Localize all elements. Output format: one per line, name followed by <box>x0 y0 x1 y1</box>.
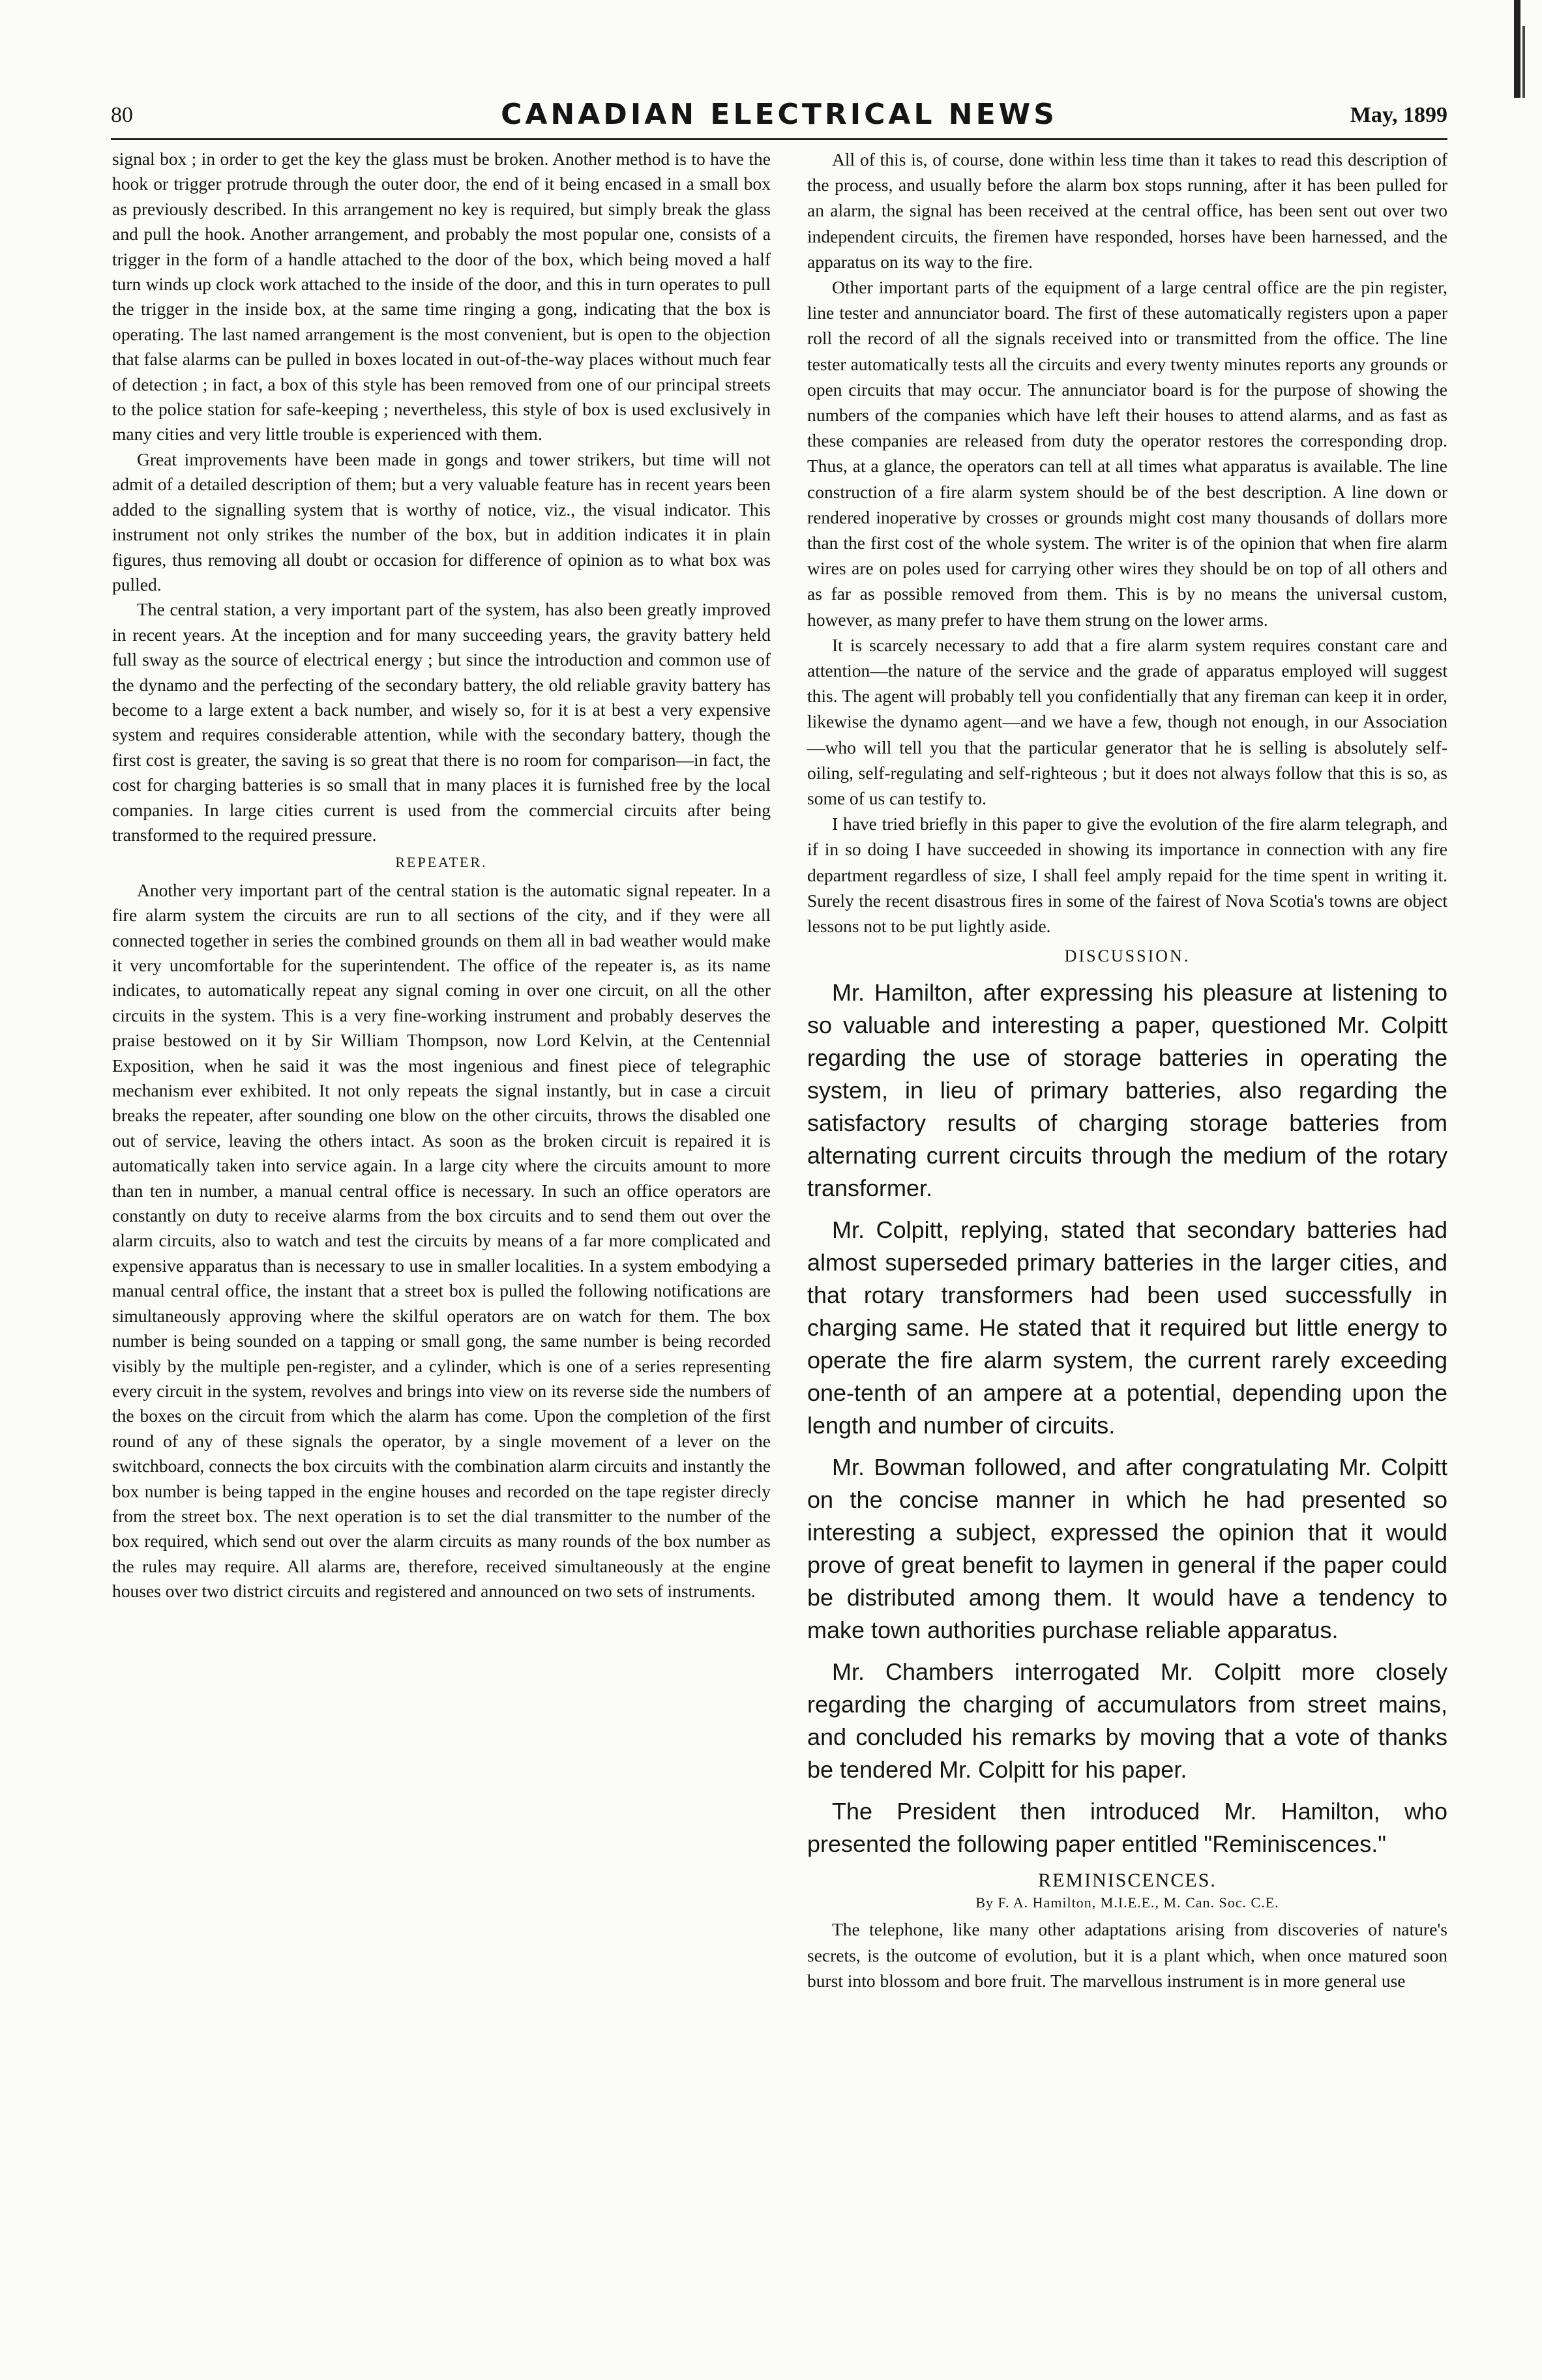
paragraph: I have tried briefly in this paper to give the evolution of the fire alarm telegraph, and if in so doing I have succeeded in showing its importance in connection with any fire department regardless of size, I shall feel amply repaid for the time spent in writing it. Surely the recent disastrous fires in some of the fairest of Nova Scotia's towns are object lessons not to be put lightly aside. <box>807 814 1447 937</box>
issue-date: May, 1899 <box>1350 103 1447 127</box>
journal-title: CANADIAN ELECTRICAL NEWS <box>501 98 1058 131</box>
paragraph: The President then introduced Mr. Hamilton, who presented the following paper entitled "Reminiscences." <box>807 1798 1447 1858</box>
paragraph: Mr. Hamilton, after expressing his pleasure at listening to so valuable and interesting a paper, questioned Mr. Colpitt regarding the use of storage batteries in operating the system, in lieu of primary batteries, also regarding the satisfactory results of charging storage batteries from alternating current circuits through the medium of the rotary transformer. <box>807 979 1447 1202</box>
page-edge-mark-secondary <box>1522 26 1525 98</box>
paragraph: Mr. Colpitt, replying, stated that secondary batteries had almost superseded primary batteries in the larger cities, and that rotary transformers had been used successfully in charging same. He stated that it required but little energy to operate the fire alarm system, the current rarely exceeding one-tenth of an ampere at a potential, depending upon the length and number of circuits. <box>807 1216 1447 1439</box>
page-header <box>111 98 1447 137</box>
paragraph: The central station, a very important part of the system, has also been greatly improved in recent years. At the inception and for many succeeding years, the gravity battery held full sway as the source of electrical energy ; but since the introduction and common use of the dynamo and the perfecting of the secondary battery, the old reliable gravity battery has become to a large extent a back number, and wisely so, for it is at best a very expensive system and requires considerable attention, while with the secondary battery, though the first cost is greater, the saving is so great that there is no room for comparison—in fact, the cost for charging batteries is so small that in many places it is furnished free by the local companies. In large cities current is used from the commercial circuits after being transformed to the required pressure. <box>112 599 771 845</box>
paragraph: Mr. Chambers interrogated Mr. Colpitt more closely regarding the charging of accumulators from street mains, and concluded his remarks by moving that a vote of thanks be tendered Mr. Colpitt for his paper. <box>807 1658 1447 1784</box>
paragraph: Another very important part of the central station is the automatic signal repeater. In a fire alarm system the circuits are run to all sections of the city, and if they were all connected together in series the combined grounds on them all in bad weather would make it very uncomfortable for the superintendent. The office of the repeater is, as its name indicates, to automatically repeat any signal coming in over one circuit, on all the other circuits in the system. This is a very fine-working instrument and probably deserves the praise bestowed on it by Sir William Thompson, now Lord Kelvin, at the Centennial Exposition, when he said it was the most ingenious and finest piece of telegraphic mechanism ever exhibited. It not only repeats the signal instantly, but in case a circuit breaks the repeater, after sounding one blow on the other circuits, throws the disabled one out of service, leaving the others intact. As soon as the broken circuit is repaired it is automatically taken into service again. In a large city where the circuits amount to more than ten in number, a manual central office is necessary. In such an office operators are constantly on duty to receive alarms from the box circuits and to send them out over the alarm circuits, also to watch and test the circuits by means of a far more complicated and expensive apparatus than is necessary to use in smaller localities. In a system embodying a manual central office, the instant that a street box is pulled the following notifications are simultaneously approving where the skilful operators are on watch for them. The box number is being sounded on a tapping or small gong, the same number is being recorded visibly by the multiple pen-register, and a cylinder, which is one of a series representing every circuit in the system, revolves and brings into view on its reverse side the numbers of the boxes on the circuit from which the alarm has come. Upon the completion of the first round of any of these signals the operator, by a single movement of a lever on the switchboard, connects the box circuits with the combination alarm circuits and instantly the box number is being tapped in the engine houses and recorded on the tape register direcly from the street box. The next operation is to set the dial transmitter to the number of the box required, which send out over the alarm circuits as many rounds of the box number as the rules may require. All alarms are, therefore, received simultaneously at the engine houses over two district circuits and registered and announced on two sets of instruments. <box>112 879 771 1602</box>
section-heading-reminiscences: REMINISCENCES. <box>1038 1870 1217 1892</box>
byline: By F. A. Hamilton, M.I.E.E., M. Can. Soc. C.E. <box>975 1894 1279 1911</box>
section-heading-discussion: DISCUSSION. <box>1064 947 1191 966</box>
page-edge-mark <box>1514 0 1520 98</box>
reminiscences-body <box>807 1917 1447 1993</box>
header-rule <box>111 138 1447 140</box>
paragraph: The telephone, like many other adaptations arising from discoveries of nature's secrets, is the outcome of evolution, but it is a plant which, when once matured soon burst into blossom and bore fruit. The marvellous instrument is in more general use <box>807 1919 1447 1991</box>
right-column <box>807 147 1447 2357</box>
discussion-block <box>807 977 1447 1860</box>
paragraph: It is scarcely necessary to add that a fire alarm system requires constant care and attention—the nature of the service and the grade of apparatus employed will suggest this. The agent will probably tell you confidentially that any fireman can keep it in order, likewise the dynamo agent—and we have a few, though not enough, in our Association—who will tell you that the particular generator that he is selling is absolutely self-oiling, self-regulating and self-righteous ; but it does not always follow that this is so, as some of us can testify to. <box>807 634 1447 809</box>
paragraph: signal box ; in order to get the key the glass must be broken. Another method is to have the hook or trigger protrude through the outer door, the end of it being encased in a small box as previously described. In this arrangement no key is required, but simply break the glass and pull the hook. Another arrangement, and probably the most popular one, consists of a trigger in the form of a handle attached to the door of the box, which being moved a half turn winds up clock work attached to the inside of the door, and this in turn operates to pull the trigger in the inside box, at the same time ringing a gong, indicating that the box is operating. The last named arrangement is the most convenient, but is open to the objection that false alarms can be pulled in boxes located in out-of-the-way places without much fear of detection ; in fact, a box of this style has been removed from one of our principal streets to the police station for safe-keeping ; nevertheless, this style of box is used exclusively in many cities and very little trouble is experienced with them. <box>112 149 771 445</box>
paragraph: Mr. Bowman followed, and after congratulating Mr. Colpitt on the concise manner in which he had presented so interesting a subject, expressed the opinion that it would prove of great benefit to laymen in general if the paper could be distributed among them. It would have a tendency to make town authorities purchase reliable apparatus. <box>807 1454 1447 1644</box>
left-column <box>112 147 771 2343</box>
section-heading-repeater: REPEATER. <box>395 854 488 871</box>
paragraph: Great improvements have been made in gongs and tower strikers, but time will not admit of a detailed description of them; but a very valuable feature has in recent years been added to the signalling system that is worthy of notice, viz., the visual indicator. This instrument not only strikes the number of the box, but in addition indicates it in plain figures, thus removing all doubt or occasion for difference of opinion as to what box was pulled. <box>112 448 771 595</box>
paragraph: Other important parts of the equipment of a large central office are the pin register, line tester and annunciator board. The first of these automatically registers upon a paper roll the record of all the signals received into or transmitted from the office. The line tester automatically tests all the circuits and every twenty minutes reports any grounds or open circuits that may occur. The annunciator board is for the purpose of showing the numbers of the companies which have left their houses to attend alarms, and as fast as these companies are released from duty the operator restores the corresponding drop. Thus, at a glance, the operators can tell at all times what apparatus is available. The line construction of a fire alarm system should be of the best description. A line down or rendered inoperative by crosses or grounds might cost many thousands of dollars more than the first cost of the whole system. The writer is of the opinion that when fire alarm wires are on poles used for carrying other wires they should be on top of all others and as far as possible removed from them. This is by no means the universal custom, however, as many prefer to have them strung on the lower arms. <box>807 277 1447 630</box>
page-number: 80 <box>111 103 133 127</box>
paragraph: All of this is, of course, done within less time than it takes to read this description of the process, and usually before the alarm box stops running, after it has been pulled for an alarm, the signal has been received at the central office, has been sent out over two independent circuits, the firemen have responded, horses have been harnessed, and the apparatus on its way to the fire. <box>807 149 1447 272</box>
article-continuation <box>807 147 1447 939</box>
